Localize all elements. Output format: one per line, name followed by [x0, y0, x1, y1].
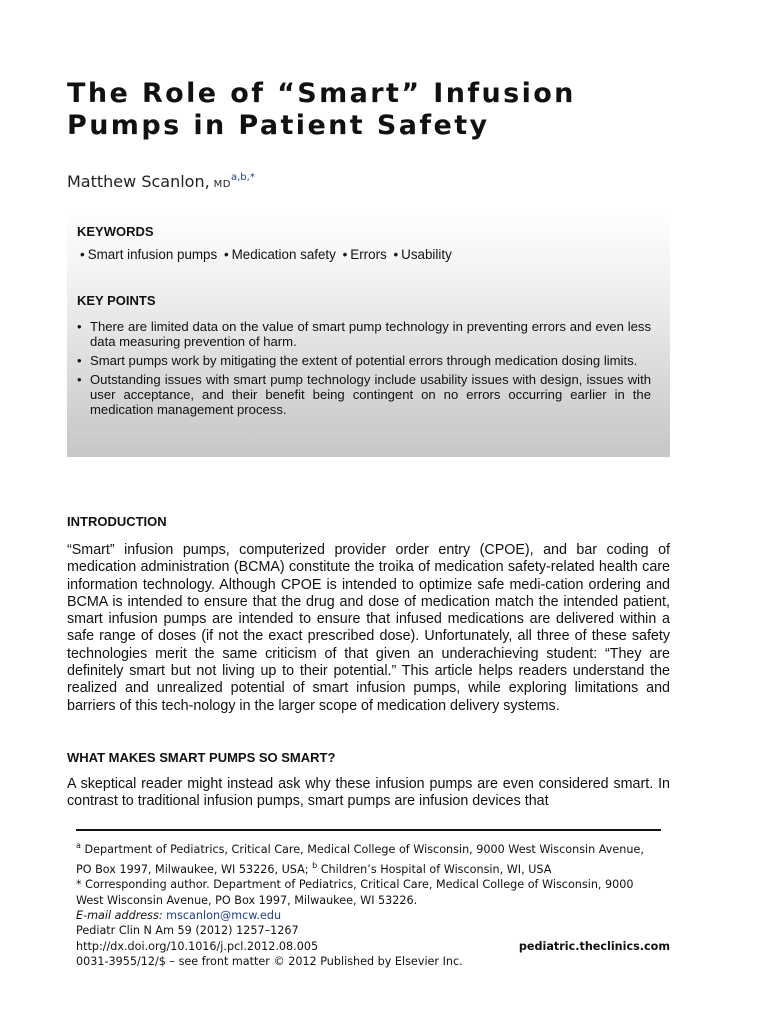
keyword-item: Errors — [350, 247, 387, 262]
section-heading-smart-pumps: WHAT MAKES SMART PUMPS SO SMART? — [67, 750, 336, 765]
email-label: E-mail address: — [76, 909, 163, 922]
keyword-bullet: • — [393, 247, 399, 262]
keyword-bullet: • — [342, 247, 348, 262]
author-name: Matthew Scanlon, — [67, 172, 210, 191]
footnote-divider — [76, 829, 661, 831]
affil-a-text: Department of Pediatrics, Critical Care, Medical College of Wisconsin, 9000 West Wisconsin Avenue, PO Box 1997, Milwaukee, WI 53226, USA; — [76, 843, 644, 876]
email-line — [76, 908, 661, 924]
journal-website[interactable]: pediatric.theclinics.com — [518, 939, 670, 953]
affil-a-mark: a — [76, 841, 81, 850]
keyword-bullet: • — [80, 247, 85, 262]
key-points-list — [77, 319, 651, 421]
affiliations-note — [76, 838, 661, 877]
key-point-item: • Outstanding issues with smart pump technology include usability issues with design, issues with user acceptance, and their benefit being contingent on no errors occurring earlier in the medication management process. — [77, 372, 651, 417]
author-affiliation-marks: a,b,* — [231, 172, 255, 183]
key-points-heading: KEY POINTS — [77, 293, 156, 308]
keyword-bullet: • — [223, 247, 229, 262]
copyright-line: 0031-3955/12/$ – see front matter © 2012 Published by Elsevier Inc. — [76, 955, 463, 968]
keywords-list — [77, 247, 452, 262]
journal-citation: Pediatr Clin N Am 59 (2012) 1257–1267 — [76, 924, 299, 937]
affil-b-mark: b — [312, 860, 318, 870]
introduction-paragraph: “Smart” infusion pumps, computerized provider order entry (CPOE), and bar coding of medication administration (BCMA) constitute the troika of medication safety-related health care information technology. Although CPOE is intended to optimize safe medi-cation ordering and BCMA is intended to ensure that the drug and dose of medication match the intended patient, smart infusion pumps are intended to ensure that infused medications are delivered within a safe range of doses (if not the exact prescribed dose). Unfortunately, all three of these safety technologies merit the same criticism of that given an underachieving student: “They are definitely smart but not living up to their potential.” This article helps readers understand the realized and unrealized potential of smart infusion pumps, while exploring limitations and barriers of this tech-nology in the larger scope of medication delivery systems. — [67, 542, 670, 714]
journal-info — [76, 923, 670, 970]
key-point-item: • There are limited data on the value of smart pump technology in preventing errors and even less data measuring prevention of harm. — [77, 319, 651, 349]
author-degree: MD — [213, 179, 231, 190]
section-paragraph-smart-pumps: A skeptical reader might instead ask why these infusion pumps are even considered smart. In contrast to traditional infusion pumps, smart pumps are infusion devices that — [67, 776, 670, 810]
corresponding-author-note: * Corresponding author. Department of Pediatrics, Critical Care, Medical College of Wisconsin, 9000 West Wisconsin Avenue, PO Box 1997, Milwaukee, WI 53226. — [76, 878, 634, 907]
affil-b-text: Children’s Hospital of Wisconsin, WI, USA — [320, 862, 552, 876]
title-line-2: Pumps in Patient Safety — [67, 110, 490, 141]
author-line — [67, 172, 255, 191]
footnotes — [76, 838, 661, 924]
introduction-heading: INTRODUCTION — [67, 514, 167, 529]
key-point-item: • Smart pumps work by mitigating the extent of potential errors through medication dosing limits. — [77, 353, 651, 368]
title-line-1: The Role of “Smart” Infusion — [67, 78, 576, 109]
article-title — [67, 78, 687, 142]
keywords-keypoints-box — [67, 209, 670, 457]
email-link[interactable]: mscanlon@mcw.edu — [166, 909, 282, 922]
keywords-heading: KEYWORDS — [77, 224, 154, 239]
keyword-item: Smart infusion pumps — [87, 247, 218, 262]
keyword-item: Medication safety — [231, 247, 336, 262]
doi-link[interactable]: http://dx.doi.org/10.1016/j.pcl.2012.08.005 — [76, 939, 319, 953]
keyword-item: Usability — [401, 247, 452, 262]
